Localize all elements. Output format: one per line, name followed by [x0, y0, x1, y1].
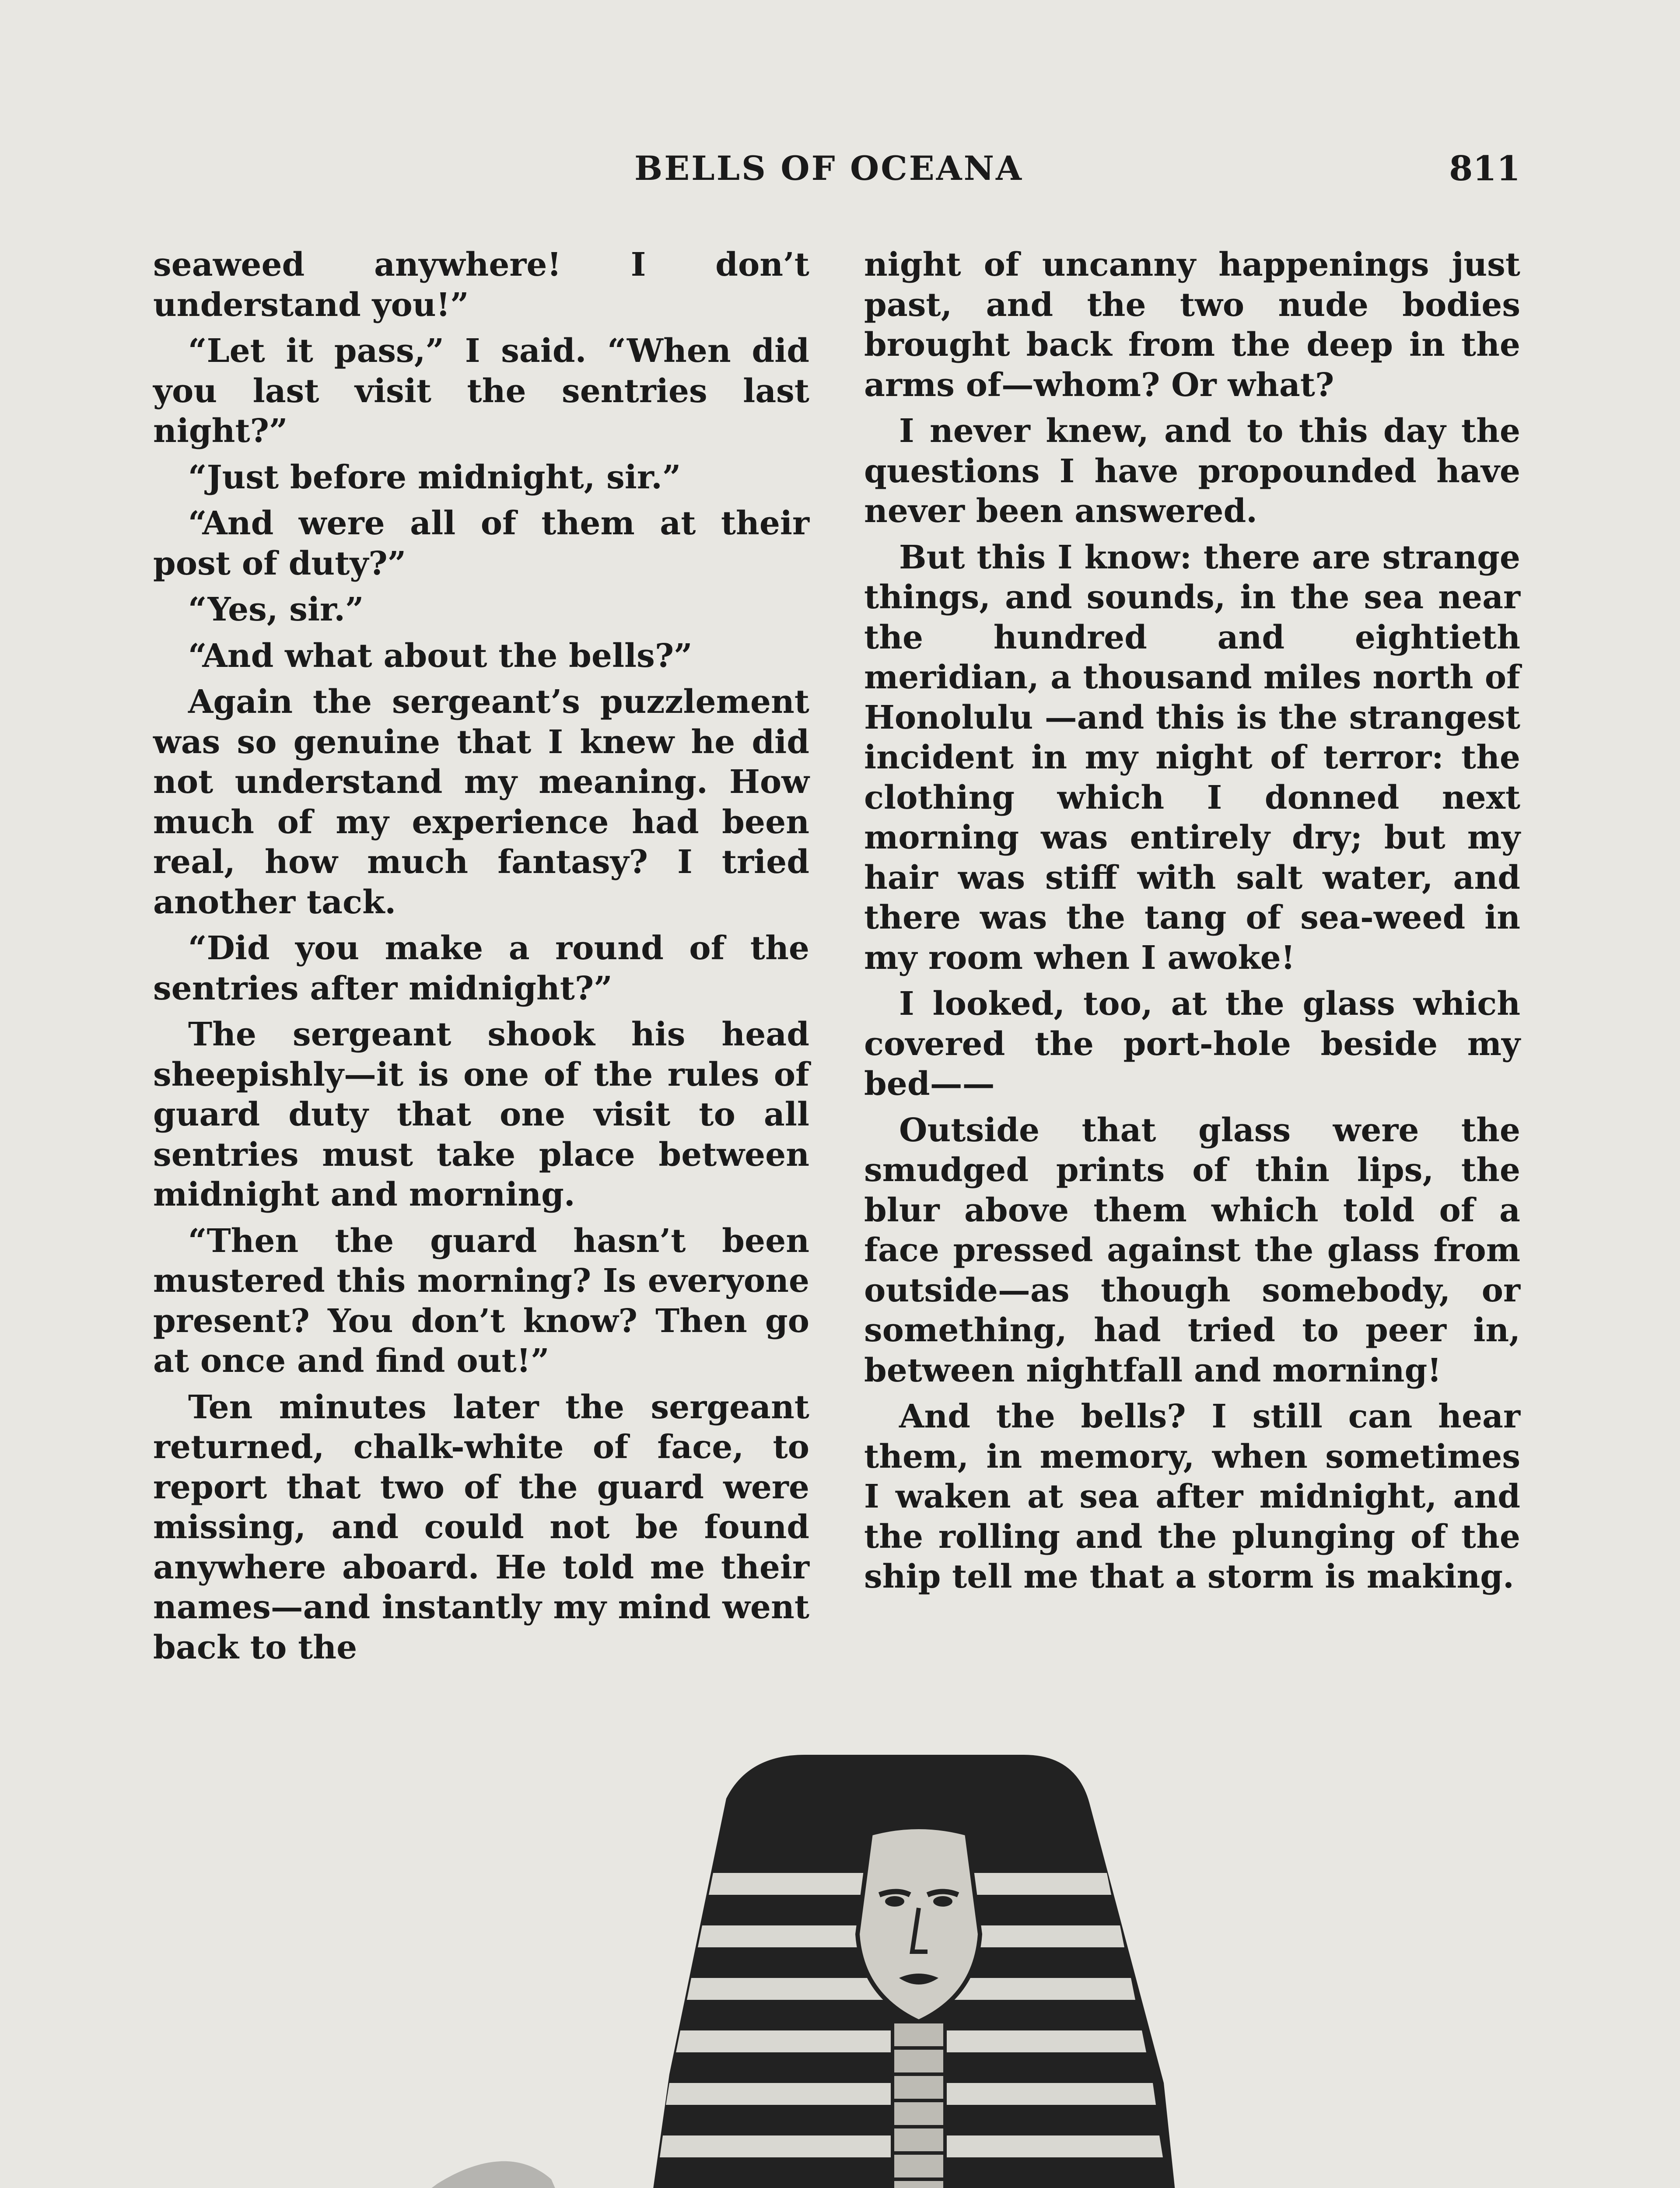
paragraph: “And were all of them at their post of duty?”: [153, 505, 809, 582]
sphinx-illustration: [166, 1689, 1522, 2188]
paragraph: I never knew, and to this day the questions I have propounded have never been answered.: [864, 412, 1520, 530]
right-column: [864, 245, 1520, 1603]
paragraph: “And what about the bells?”: [188, 637, 693, 675]
page-number: 811: [1449, 149, 1520, 189]
running-title: BELLS OF OCEANA: [634, 149, 1024, 188]
paragraph: “Did you make a round of the sentries after midnight?”: [153, 929, 809, 1007]
paragraph: The sergeant shook his head sheepishly—it is one of the rules of guard duty that one visit to all sentries must take place between midnight and morning.: [153, 1016, 809, 1213]
paragraph: And the bells? I still can hear them, in memory, when sometimes I waken at sea after midnight, and the rolling and the plunging of the ship tell me that a storm is making.: [864, 1398, 1520, 1595]
page-header: [0, 149, 1680, 193]
paragraph: seaweed anywhere! I don’t understand you!”: [153, 246, 809, 324]
paragraph: “Just before midnight, sir.”: [188, 458, 681, 496]
paragraph: Ten minutes later the sergeant returned, chalk-white of face, to report that two of the guard were missing, and could not be found anywhere aboard. He told me their names—and instantly my mind went back to the: [153, 1388, 809, 1666]
paragraph: Again the sergeant’s puzzlement was so genuine that I knew he did not understand my meaning. How much of my experience had been real, how much fantasy? I tried another tack.: [153, 683, 809, 921]
paragraph: But this I know: there are strange things, and sounds, in the sea near the hundred and eightieth meridian, a thousand miles north of Honolulu —and this is the strangest incident in my night of terror: the clothing which I donned next morning was entirely dry; but my hair was stiff with salt water, and there was the tang of sea-weed in my room when I awoke!: [864, 538, 1520, 977]
paragraph: “Then the guard hasn’t been mustered this morning? Is everyone present? You don’t know? Then go at once and find out!”: [153, 1222, 809, 1380]
paragraph: night of uncanny happenings just past, and the two nude bodies brought back from the deep in the arms of—whom? Or what?: [864, 246, 1520, 404]
paragraph: I looked, too, at the glass which covered the port-hole beside my bed——: [864, 985, 1520, 1103]
paragraph: “Yes, sir.”: [188, 591, 364, 628]
left-column: [153, 245, 809, 1674]
paragraph: Outside that glass were the smudged prints of thin lips, the blur above them which told of a face pressed against the glass from outside—as though somebody, or something, had tried to peer in, between nightfall and morning!: [864, 1111, 1520, 1389]
paragraph: “Let it pass,” I said. “When did you last visit the sentries last night?”: [153, 332, 809, 450]
